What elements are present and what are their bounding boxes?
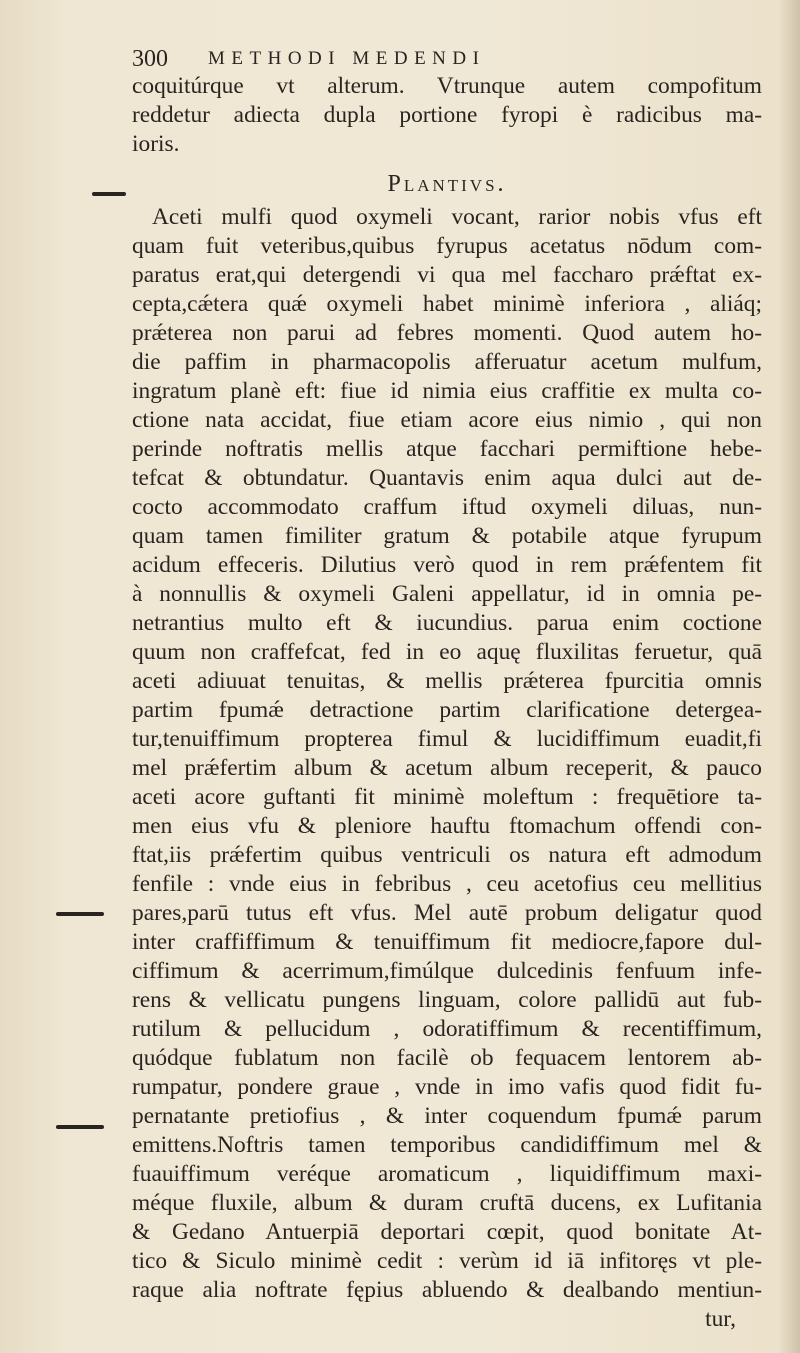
text-line: ftat,iis prǽfertim quibus ventriculi os natura eft admodum <box>132 842 762 868</box>
text-line: tur,tenuiffimum propterea fimul & lucidiffimum euadit,fi <box>132 726 762 752</box>
margin-mark <box>56 1125 104 1129</box>
paragraph <box>132 203 762 1305</box>
running-head: METHODI MEDENDI <box>208 48 486 69</box>
text-line: rumpatur, pondere graue , vnde in imo vafis quod fidit fu- <box>132 1074 762 1100</box>
text-line: mel prǽfertim album & acetum album receperit, & pauco <box>132 755 762 781</box>
page-body <box>132 72 762 1334</box>
text-line: tico & Siculo minimè cedit : verùm id iā infitoręs vt ple- <box>132 1248 762 1274</box>
text-line: reddetur adiecta dupla portione fyropi è radicibus ma- <box>132 102 762 128</box>
text-line: méque fluxile, album & duram cruftā ducens, ex Lufitania <box>132 1190 762 1216</box>
text-line: aceti adiuuat tenuitas, & mellis prǽterea fpurcitia omnis <box>132 668 762 694</box>
text-line: raque alia noftrate fępius abluendo & dealbando mentiun- <box>132 1277 762 1303</box>
text-line: die paffim in pharmacopolis afferuatur acetum mulfum, <box>132 349 762 375</box>
text-line: prǽterea non parui ad febres momenti. Quod autem ho- <box>132 320 762 346</box>
text-line: Aceti mulfi quod oxymeli vocant, rarior nobis vfus eft <box>152 204 762 230</box>
text-line: paratus erat,qui detergendi vi qua mel faccharo prǽftat ex- <box>132 262 762 288</box>
text-line: à nonnullis & oxymeli Galeni appellatur, id in omnia pe- <box>132 581 762 607</box>
text-line: quam fuit veteribus,quibus fyrupus acetatus nōdum com- <box>132 233 762 259</box>
text-line: ioris. <box>132 131 180 157</box>
text-line: emittens.Noftris tamen temporibus candidiffimum mel & <box>132 1132 762 1158</box>
text-line: pares,parū tutus eft vfus. Mel autē probum deligatur quod <box>132 900 762 926</box>
page-edge-shadow <box>778 0 800 1353</box>
text-line: quam tamen fimiliter gratum & potabile atque fyrupum <box>132 523 762 549</box>
text-line: fenfile : vnde eius in febribus , ceu acetofius ceu mellitius <box>132 871 762 897</box>
text-line: tefcat & obtundatur. Quantavis enim aqua dulci aut de- <box>132 465 762 491</box>
text-line: acidum effeceris. Dilutius verò quod in rem prǽfentem fit <box>132 552 762 578</box>
text-line: ciffimum & acerrimum,fimúlque dulcedinis fenfuum infe- <box>132 958 762 984</box>
text-line: pernatante pretiofius , & inter coquendum fpumǽ parum <box>132 1103 762 1129</box>
page-number: 300 <box>132 46 168 72</box>
text-line: rens & vellicatu pungens linguam, colore pallidū aut fub- <box>132 987 762 1013</box>
text-line: quódque fublatum non facilè ob fequacem lentorem ab- <box>132 1045 762 1071</box>
text-line: perinde noftratis mellis atque facchari permiftione hebe- <box>132 436 762 462</box>
text-line: quum non craffefcat, fed in eo aquę fluxilitas feruetur, quā <box>132 639 762 665</box>
text-line: & Gedano Antuerpiā deportari cœpit, quod bonitate At- <box>132 1219 762 1245</box>
text-line: aceti acore guftanti fit minimè moleftum : frequētiore ta- <box>132 784 762 810</box>
text-line: inter craffiffimum & tenuiffimum fit mediocre,fapore dul- <box>132 929 762 955</box>
margin-mark <box>92 192 126 196</box>
text-line: netrantius multo eft & iucundius. parua enim coctione <box>132 610 762 636</box>
text-line: ingratum planè eft: fiue id nimia eius craffitie ex multa co- <box>132 378 762 404</box>
text-line: cepta,cǽtera quǽ oxymeli habet minimè inferiora , aliáq; <box>132 291 762 317</box>
text-line: partim fpumǽ detractione partim clarificatione detergea- <box>132 697 762 723</box>
text-line: rutilum & pellucidum , odoratiffimum & recentiffimum, <box>132 1016 762 1042</box>
margin-mark <box>56 912 104 916</box>
text-line: ctione nata accidat, fiue etiam acore eius nimio , qui non <box>132 407 762 433</box>
text-line: coquitúrque vt alterum. Vtrunque autem compofitum <box>132 73 762 99</box>
text-line: fuauiffimum veréque aromaticum , liquidiffimum maxi- <box>132 1161 762 1187</box>
page-header <box>132 44 752 74</box>
text-line: men eius vfu & pleniore hauftu ftomachum offendi con- <box>132 813 762 839</box>
section-heading: Plantivs. <box>387 171 507 197</box>
text-line: cocto accommodato craffum iftud oxymeli diluas, nun- <box>132 494 762 520</box>
catchword: tur, <box>705 1306 736 1332</box>
